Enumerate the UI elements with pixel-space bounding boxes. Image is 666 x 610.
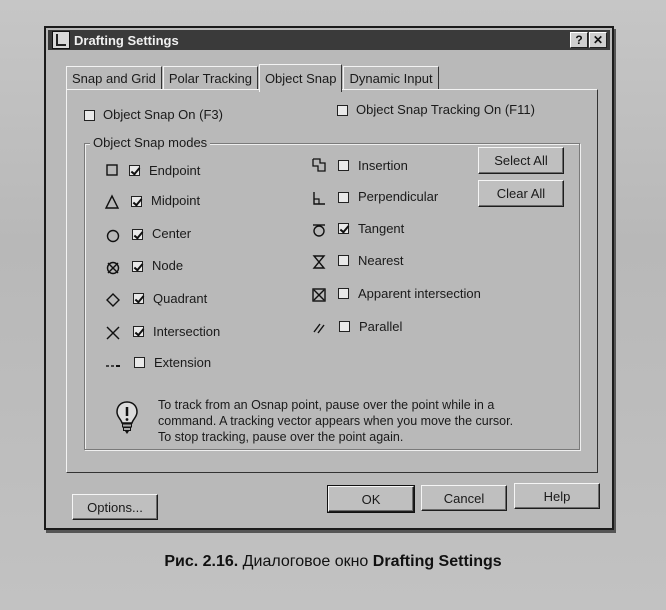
caption-prefix: Рис. 2.16. [164, 553, 239, 570]
hourglass-icon [310, 254, 328, 270]
clear-all-button[interactable]: Clear All [478, 180, 564, 207]
select-all-button[interactable]: Select All [478, 147, 564, 174]
perpendicular-icon [310, 190, 328, 206]
tangent-checkbox[interactable] [338, 223, 349, 234]
close-button[interactable]: ✕ [589, 32, 607, 48]
extension-checkbox[interactable] [134, 357, 145, 368]
cross-icon [104, 325, 122, 341]
lightbulb-icon [115, 400, 139, 436]
group-title: Object Snap modes [90, 135, 210, 150]
midpoint-checkbox[interactable] [131, 196, 142, 207]
diamond-icon [104, 292, 122, 308]
caption-text: Диалоговое окно [238, 553, 373, 570]
extension-label: Extension [154, 355, 212, 370]
node-icon [104, 260, 122, 276]
tip-text [158, 397, 538, 445]
quadrant-checkbox[interactable] [133, 293, 144, 304]
perpendicular-checkbox[interactable] [338, 192, 349, 203]
extension-icon [104, 356, 122, 372]
apparent-intersection-label: Apparent intersection [358, 286, 481, 301]
endpoint-checkbox[interactable] [129, 165, 140, 176]
triangle-icon [103, 194, 121, 210]
circle-icon [104, 228, 122, 244]
tangent-label: Tangent [358, 221, 405, 236]
tracking-on-checkbox[interactable] [337, 105, 348, 116]
center-label: Center [152, 226, 192, 241]
tab-polar-tracking[interactable]: Polar Tracking [163, 66, 258, 90]
parallel-label: Parallel [359, 319, 403, 334]
parallel-icon [310, 320, 328, 336]
ok-button[interactable]: OK [328, 486, 414, 512]
insertion-icon [310, 157, 328, 173]
intersection-checkbox[interactable] [133, 326, 144, 337]
help-button[interactable]: Help [514, 483, 600, 509]
title-help-button[interactable]: ? [570, 32, 588, 48]
center-checkbox[interactable] [132, 229, 143, 240]
insertion-label: Insertion [358, 158, 408, 173]
insertion-checkbox[interactable] [338, 160, 349, 171]
osnap-on-label: Object Snap On (F3) [103, 107, 223, 122]
endpoint-label: Endpoint [149, 163, 201, 178]
tip-line: To stop tracking, pause over the point again. [158, 430, 404, 444]
window-title: Drafting Settings [74, 32, 179, 48]
boxed-cross-icon [310, 287, 328, 303]
tab-strip [66, 66, 440, 90]
title-bar[interactable] [48, 30, 610, 50]
nearest-checkbox[interactable] [338, 255, 349, 266]
quadrant-label: Quadrant [153, 291, 208, 306]
tip-line: To track from an Osnap point, pause over the point while in a [158, 398, 495, 412]
tip-line: command. A tracking vector appears when you move the cursor. [158, 414, 514, 428]
perpendicular-label: Perpendicular [358, 189, 439, 204]
nearest-label: Nearest [358, 253, 404, 268]
parallel-checkbox[interactable] [339, 321, 350, 332]
caption-bold: Drafting Settings [372, 553, 502, 570]
cancel-button[interactable]: Cancel [421, 485, 507, 511]
apparent-intersection-checkbox[interactable] [338, 288, 349, 299]
node-checkbox[interactable] [132, 261, 143, 272]
app-icon [52, 31, 70, 49]
midpoint-label: Midpoint [151, 193, 201, 208]
tab-object-snap[interactable]: Object Snap [259, 64, 343, 92]
square-icon [103, 162, 121, 178]
osnap-on-checkbox[interactable] [84, 110, 95, 121]
figure-caption [0, 553, 666, 571]
tracking-on-label: Object Snap Tracking On (F11) [356, 102, 535, 117]
intersection-label: Intersection [153, 324, 221, 339]
tangent-icon [310, 222, 328, 238]
tab-dynamic-input[interactable]: Dynamic Input [343, 66, 438, 90]
node-label: Node [152, 258, 184, 273]
tab-snap-and-grid[interactable]: Snap and Grid [66, 66, 162, 90]
options-button[interactable]: Options... [72, 494, 158, 520]
